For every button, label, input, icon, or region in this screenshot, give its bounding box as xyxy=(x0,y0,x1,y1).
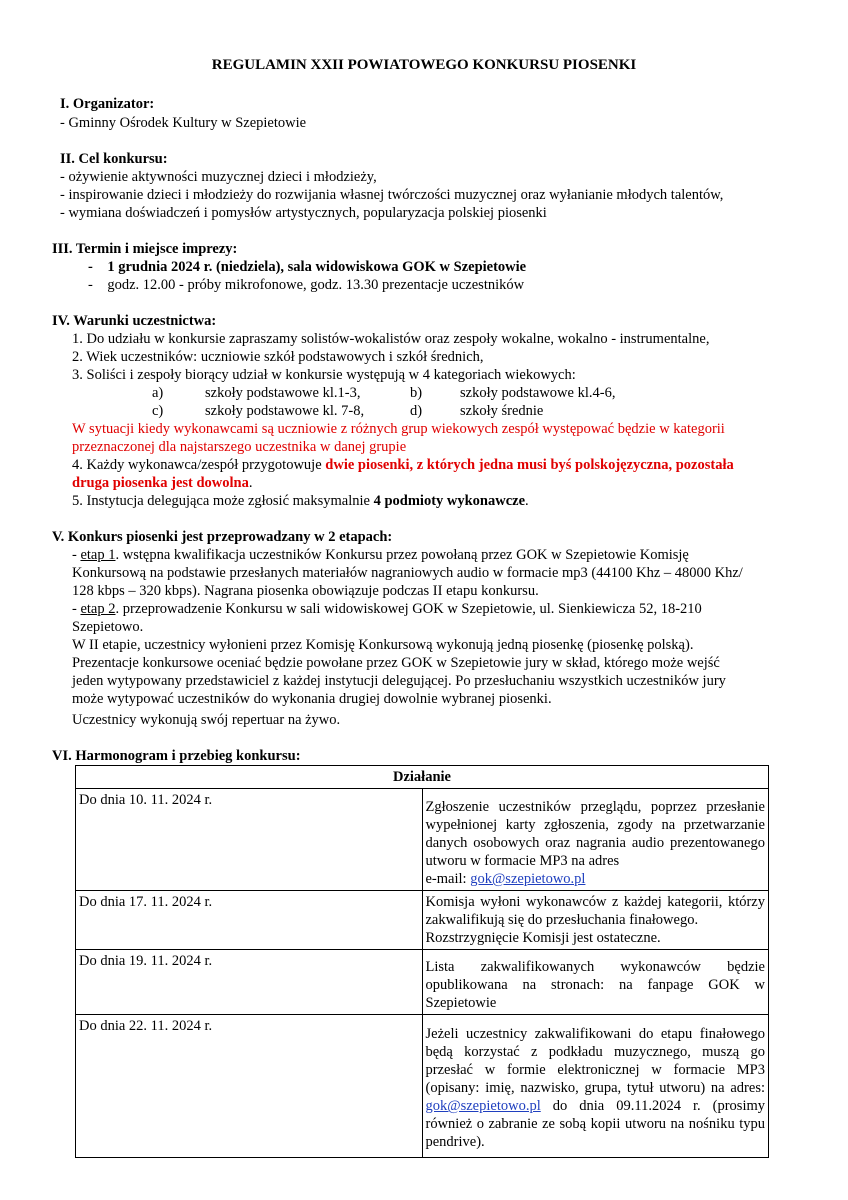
condition-5 xyxy=(72,492,529,510)
stage-1-line-1: - etap 1. wstępna kwalifikacja uczestników Konkursu przez powołaną przez GOK w Szepietowie Komisję xyxy=(72,547,689,563)
stage-2-line-2: Szepietowo. xyxy=(72,619,144,635)
category-c: szkoły podstawowe kl. 7-8, xyxy=(205,403,365,419)
stage-2-label: etap 2 xyxy=(80,601,116,617)
condition-3: 3. Soliści i zespoły biorący udział w konkursie występują w 4 kategoriach wiekowych: xyxy=(72,367,576,383)
row-4-text xyxy=(426,1025,766,1151)
table-cell-action xyxy=(422,950,769,1015)
stage-desc-3: jeden wytypowany przedstawiciel z każdej instytucji delegującej. Po przesłuchaniu wszystkich uczestników jury xyxy=(72,673,726,689)
stage-1-label: etap 1 xyxy=(80,547,116,563)
time-item: - godz. 12.00 - próby mikrofonowe, godz. 13.30 prezentacje uczestników xyxy=(88,277,525,293)
category-note-line-2: przeznaczonej dla najstarszego uczestnika w danej grupie xyxy=(72,439,407,455)
goal-item-1: - ożywienie aktywności muzycznej dzieci i młodzieży, xyxy=(60,169,377,185)
condition-4-start: 4. Każdy wykonawca/zespół przygotowuje xyxy=(72,457,326,473)
table-row xyxy=(76,1015,769,1158)
condition-1: 1. Do udziału w konkursie zapraszamy solistów-wokalistów oraz zespoły wokalne, wokalno - instrumentalne, xyxy=(72,331,710,347)
time-item-text: godz. 12.00 - próby mikrofonowe, godz. 13.30 prezentacje uczestników xyxy=(107,277,525,293)
table-row xyxy=(76,891,769,950)
condition-5-end: . xyxy=(525,493,529,509)
category-c-letter: c) xyxy=(152,403,164,419)
date-item: - 1 grudnia 2024 r. (niedziela), sala widowiskowa GOK w Szepietowie xyxy=(88,259,527,275)
category-note-line-1: W sytuacji kiedy wykonawcami są uczniowie z różnych grup wiekowych zespół występować będzie w kategorii xyxy=(72,421,725,437)
section-6-heading: VI. Harmonogram i przebieg konkursu: xyxy=(52,748,301,764)
table-cell-action xyxy=(422,1015,769,1158)
condition-4-bold: dwie piosenki, z których jedna musi byś polskojęzyczna, pozostała xyxy=(325,457,734,473)
schedule-table xyxy=(75,765,769,1158)
goal-item-3: - wymiana doświadczeń i pomysłów artystycznych, popularyzacja polskiej piosenki xyxy=(60,205,547,221)
table-cell-action xyxy=(422,891,769,950)
row-2-text-2: Rozstrzygnięcie Komisji jest ostateczne. xyxy=(425,930,661,946)
row-1-text: Zgłoszenie uczestników przeglądu, poprzez przesłanie wypełnionej karty zgłoszenia, zgody na przetwarzanie danych osobowych oraz nagrania audio prezentowanego utworu w formacie MP3 na adres xyxy=(425,799,765,869)
category-a: szkoły podstawowe kl.1-3, xyxy=(205,385,361,401)
table-row xyxy=(76,950,769,1015)
row-4-text-a: Jeżeli uczestnicy zakwalifikowani do etapu finałowego będą korzystać z podkładu muzycznego, muszą go przesłać w formie elektronicznej w formacie MP3 (opisany: imię, nazwisko, grupa, tytuł utworu) na adres: xyxy=(425,1026,765,1096)
row-3-text: Lista zakwalifikowanych wykonawców będzie opublikowana na stronach: na fanpage GOK w Szepietowie xyxy=(425,959,765,1011)
stage-1-line-3: 128 kbps – 320 kbps). Nagrana piosenka obowiązuje podczas II etapu konkursu. xyxy=(72,583,539,599)
category-b-letter: b) xyxy=(410,385,423,401)
table-cell-date: Do dnia 10. 11. 2024 r. xyxy=(76,789,423,891)
table-cell-date: Do dnia 17. 11. 2024 r. xyxy=(76,891,423,950)
row-1-email-line xyxy=(426,870,766,888)
section-5-heading: V. Konkurs piosenki jest przeprowadzany w 2 etapach: xyxy=(52,529,393,545)
condition-4-line-2 xyxy=(72,474,252,492)
date-item-text: 1 grudnia 2024 r. (niedziela), sala widowiskowa GOK w Szepietowie xyxy=(107,259,527,275)
category-d-letter: d) xyxy=(410,403,423,419)
category-b: szkoły podstawowe kl.4-6, xyxy=(460,385,616,401)
email-link[interactable]: gok@szepietowo.pl xyxy=(425,1098,541,1114)
email-link[interactable]: gok@szepietowo.pl xyxy=(470,871,586,887)
table-cell-action xyxy=(422,789,769,891)
table-cell-date: Do dnia 22. 11. 2024 r. xyxy=(76,1015,423,1158)
stage-desc-4: może wytypować uczestników do wykonania drugiej dowolnie wybranej piosenki. xyxy=(72,691,552,707)
stage-1-line-2: Konkursową na podstawie przesłanych materiałów nagraniowych audio w formacie mp3 (44100 Khz – 48000 Khz/ xyxy=(72,565,743,581)
row-1-email-prefix: e-mail: xyxy=(425,871,471,887)
stage-desc-2: Prezentacje konkursowe oceniać będzie powołane przez GOK w Szepietowie jury w skład, którego może wejść xyxy=(72,655,720,671)
row-4-text-b: do dnia 09.11.2024 r. (prosimy również o zabranie ze sobą kopii utworu na nośniku typu pendrive). xyxy=(425,1098,765,1150)
page-title: REGULAMIN XXII POWIATOWEGO KONKURSU PIOSENKI xyxy=(211,57,637,73)
section-4-heading: IV. Warunki uczestnictwa: xyxy=(52,313,217,329)
section-1-heading: I. Organizator: xyxy=(60,96,155,112)
organizer-item: - Gminny Ośrodek Kultury w Szepietowie xyxy=(60,115,307,131)
condition-5-start: 5. Instytucja delegująca może zgłosić maksymalnie xyxy=(72,493,374,509)
condition-4-bold-2: druga piosenka jest dowolna xyxy=(72,475,249,491)
table-row xyxy=(76,789,769,891)
section-2-heading: II. Cel konkursu: xyxy=(60,151,168,167)
condition-2: 2. Wiek uczestników: uczniowie szkół podstawowych i szkół średnich, xyxy=(72,349,484,365)
stage-desc-5: Uczestnicy wykonują swój repertuar na żywo. xyxy=(72,712,341,728)
category-d: szkoły średnie xyxy=(460,403,544,419)
table-header-row xyxy=(76,766,769,789)
condition-5-bold: 4 podmioty wykonawcze xyxy=(373,493,526,509)
goal-item-2: - inspirowanie dzieci i młodzieży do rozwijania własnej twórczości muzycznej oraz wyłanianie młodych talentów, xyxy=(60,187,724,203)
row-2-text: Komisja wyłoni wykonawców z każdej kategorii, którzy zakwalifikują się do przesłuchania finałowego. xyxy=(425,894,765,928)
stage-2-text: . przeprowadzenie Konkursu w sali widowiskowej GOK w Szepietowie, ul. Sienkiewicza 52, 18-210 xyxy=(115,601,702,617)
section-3-heading: III. Termin i miejsce imprezy: xyxy=(52,241,238,257)
stage-desc-1: W II etapie, uczestnicy wyłonieni przez Komisję Konkursową wykonują jedną piosenkę (piosenkę polską). xyxy=(72,637,694,653)
table-cell-date: Do dnia 19. 11. 2024 r. xyxy=(76,950,423,1015)
table-header-action: Działanie xyxy=(76,766,769,789)
condition-4 xyxy=(72,456,734,474)
stage-2-line-1: - etap 2. przeprowadzenie Konkursu w sali widowiskowej GOK w Szepietowie, ul. Sienkiewicza 52, 18-210 xyxy=(72,601,702,617)
category-a-letter: a) xyxy=(152,385,164,401)
stage-1-text: . wstępna kwalifikacja uczestników Konkursu przez powołaną przez GOK w Szepietowie Komisję xyxy=(115,547,689,563)
condition-4-end: . xyxy=(248,475,253,491)
